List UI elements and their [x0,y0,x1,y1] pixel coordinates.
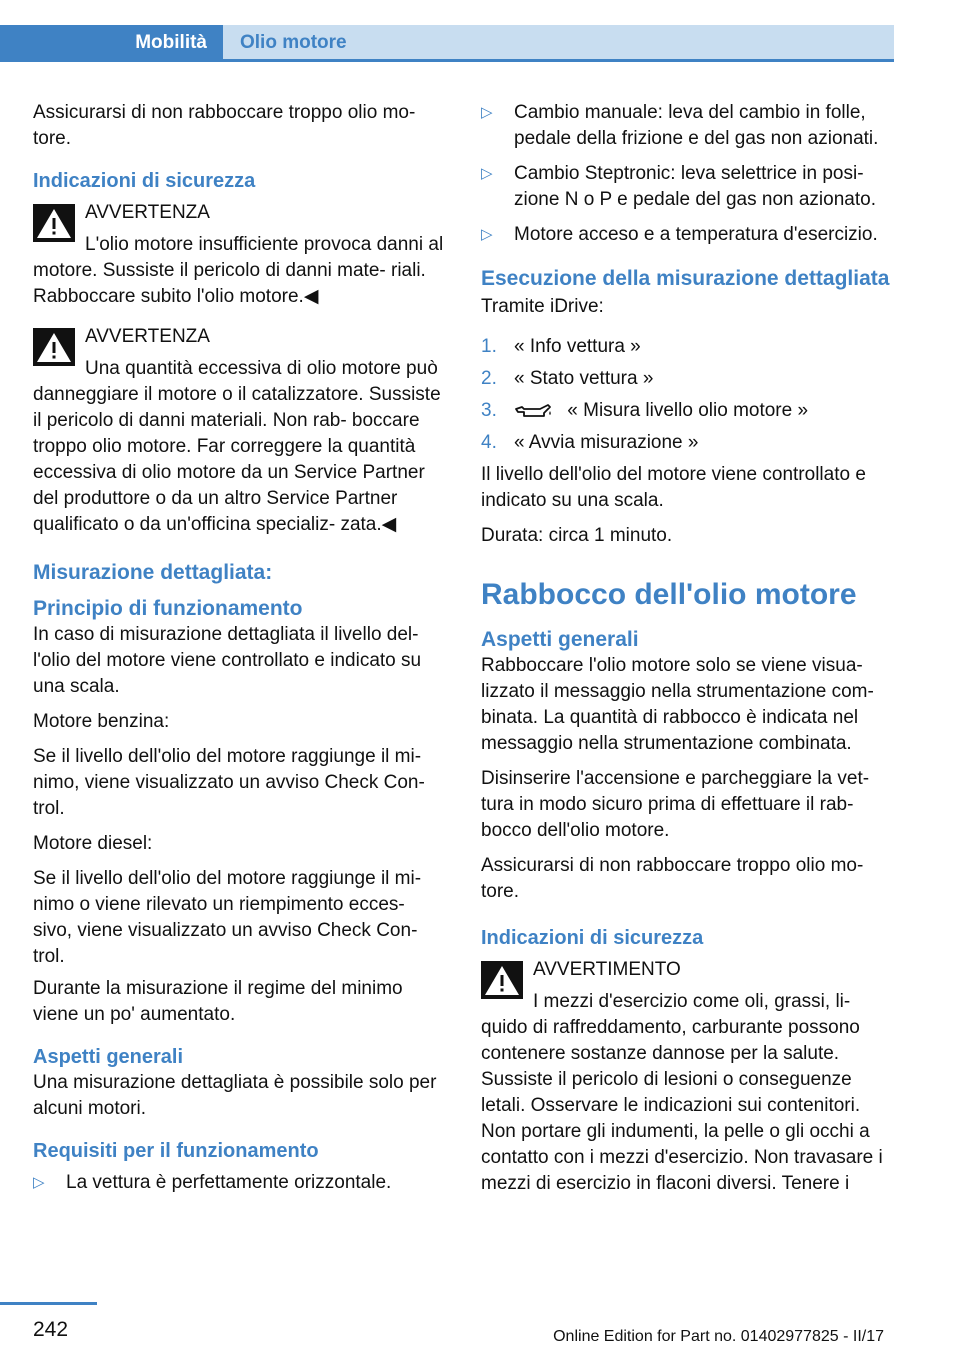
heading-requisiti: Requisiti per il funzionamento [33,1140,319,1162]
paragraph: Durante la misurazione il regime del minimo viene un po' aumentato. [33,978,403,1025]
paragraph: Tramite iDrive: [481,296,604,317]
heading-aspetti-generali: Aspetti generali [481,628,639,651]
list-item [33,1170,449,1196]
step-text: « Info vettura » [514,336,641,357]
tab-mobilita[interactable]: Mobilità [0,25,223,61]
list-item [481,366,895,392]
warning-text: L'olio motore insufficiente provoca danni al motore. Sussiste il pericolo di danni mate‐ riali. Rabboccare subito l'olio motore.◀ [33,234,444,307]
paragraph: Durata: circa 1 minuto. [481,525,673,546]
tab-olio-motore[interactable]: Olio motore [223,25,894,61]
heading-safety: Indicazioni di sicurezza [481,927,704,949]
heading-principio: Principio di funzionamento [33,597,303,620]
footer-divider [0,1302,97,1305]
list-item [481,398,895,424]
list-item [481,222,895,248]
list-item [481,161,895,213]
step-text: « Stato vettura » [514,368,654,389]
warning-title: AVVERTENZA [85,202,210,223]
paragraph: In caso di misurazione dettagliata il livello del‐ l'olio del motore viene controllato e indicato su una scala. [33,624,422,697]
paragraph: Motore diesel: [33,833,153,854]
paragraph: Assicurarsi di non rabboccare troppo olio mo‐ tore. [33,102,416,149]
heading-safety: Indicazioni di sicurezza [33,170,256,192]
left-column [33,100,449,1205]
paragraph: Assicurarsi di non rabboccare troppo olio mo‐ tore. [481,855,864,902]
list-item [481,334,895,360]
warning-text: Una quantità eccessiva di olio motore può danneggiare il motore o il catalizzatore. Sussiste il pericolo di danni materiali. Non rab‐ boccare troppo olio motore. Far correggere la quantità eccessiva di olio motore da un Service Partner del produttore o da un altro Service Partner qualificato o da un'officina specializ‐ zata.◀ [33,358,441,535]
warning-triangle-icon [33,328,75,366]
requirements-list-continued [481,100,895,248]
warning-block [481,957,895,1197]
step-number: 2. [481,368,497,389]
triangle-bullet-icon: ▷ [481,165,493,182]
paragraph: Disinserire l'accensione e parcheggiare la vet‐ tura in modo sicuro prima di effettuare il rab‐ bocco dell'olio motore. [481,768,870,841]
header-divider [0,59,894,62]
page-header [0,25,960,61]
step-number: 3. [481,400,497,421]
edition-note: Online Edition for Part no. 01402977825 - II/17 [553,1328,884,1345]
list-item-text: Cambio manuale: leva del cambio in folle, pedale della frizione e del gas non azionati. [514,102,879,149]
triangle-bullet-icon: ▷ [33,1174,45,1191]
warning-triangle-icon [481,961,523,999]
step-number: 1. [481,336,497,357]
warning-triangle-icon [33,204,75,242]
right-column [481,100,895,1206]
paragraph: Motore benzina: [33,711,170,732]
paragraph: Il livello dell'olio del motore viene controllato e indicato su una scala. [481,464,866,511]
oil-can-icon [514,403,554,419]
paragraph: Una misurazione dettagliata è possibile solo per alcuni motori. [33,1072,437,1119]
list-item-text: Cambio Steptronic: leva selettrice in posi‐ zione N o P e pedale del gas non azionato. [514,163,876,210]
paragraph: Se il livello dell'olio del motore raggiunge il mi‐ nimo o viene rilevato un riempimento ecces‐ sivo, viene visualizzato un avviso Check Con‐ trol. [33,868,422,967]
warning-text: I mezzi d'esercizio come oli, grassi, li‐ quido di raffreddamento, carburante possono contenere sostanze dannose per la salute. Sussiste il pericolo di lesioni o conseguenze letali. Osservare le indicazioni sui contenitori. Non portare gli indumenti, la pelle o gli occhi a contatto con i mezzi d'esercizio. Non travasare i mezzi di esercizio in flaconi diversi. Tenere i [481,991,883,1194]
list-item [481,100,895,152]
heading-esecuzione: Esecuzione della misurazione dettagliata [481,267,890,290]
triangle-bullet-icon: ▷ [481,104,493,121]
warning-block [33,324,449,538]
warning-title: AVVERTIMENTO [533,959,681,980]
list-item-text: La vettura è perfettamente orizzontale. [66,1172,392,1193]
requirements-list [33,1170,449,1196]
triangle-bullet-icon: ▷ [481,226,493,243]
paragraph: Rabboccare l'olio motore solo se viene visua‐ lizzato il messaggio nella strumentazione com‐ binata. La quantità di rabbocco è indicata nel messaggio nella strumentazione combinata. [481,655,874,754]
step-text: « Misura livello olio motore » [567,400,809,421]
warning-block [33,200,449,310]
step-text: « Avvia misurazione » [514,432,699,453]
list-item-text: Motore acceso e a temperatura d'esercizio. [514,224,878,245]
heading-misurazione: Misurazione dettagliata: [33,561,273,584]
heading-aspetti: Aspetti generali [33,1046,184,1068]
heading-rabbocco: Rabbocco dell'olio motore [481,578,857,611]
paragraph: Se il livello dell'olio del motore raggiunge il mi‐ nimo, viene visualizzato un avviso Check Con‐ trol. [33,746,425,819]
warning-title: AVVERTENZA [85,326,210,347]
steps-list [481,334,895,456]
page-number: 242 [33,1318,69,1341]
list-item [481,430,895,456]
step-number: 4. [481,432,497,453]
